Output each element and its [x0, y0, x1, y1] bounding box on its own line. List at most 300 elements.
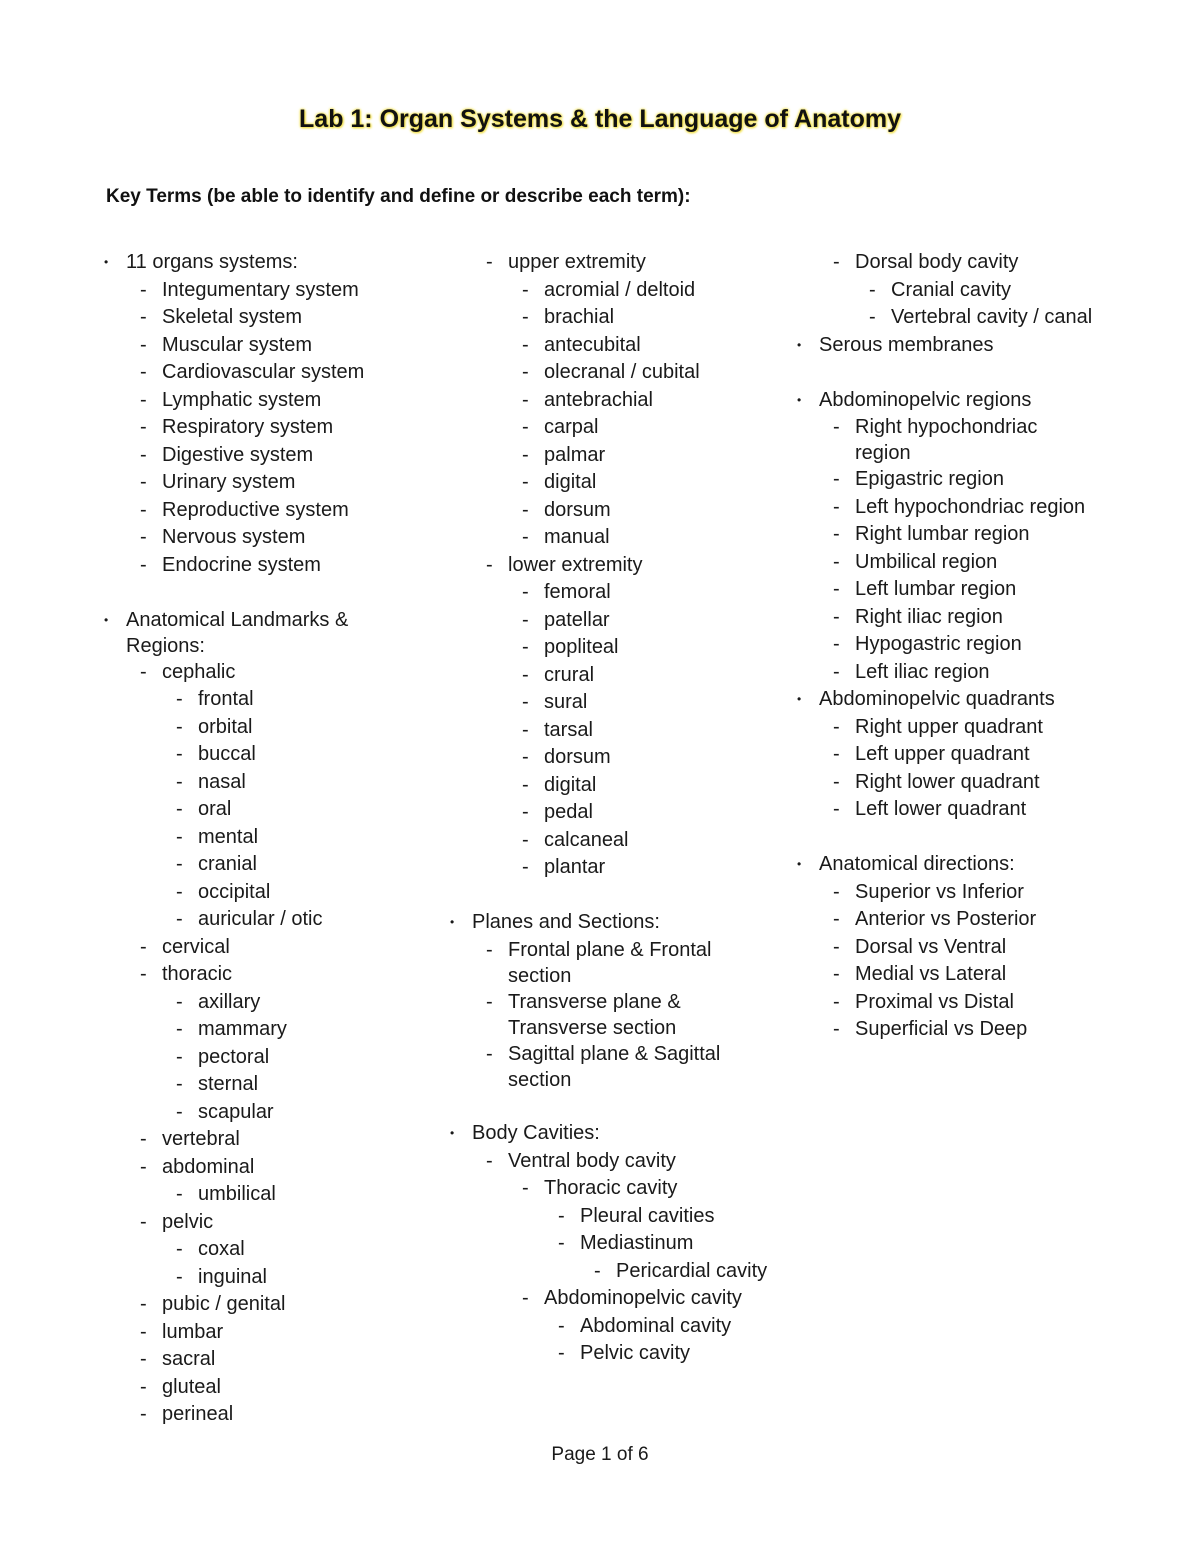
list-item: [104, 934, 404, 962]
bullet-icon: •: [797, 337, 802, 352]
bullet-icon: •: [797, 857, 802, 871]
dash-icon: -: [522, 526, 529, 548]
dash-icon: -: [176, 715, 183, 738]
list-item: [450, 1230, 780, 1258]
bullet-icon: •: [450, 915, 455, 929]
list-item-text: cephalic: [162, 660, 236, 683]
dash-icon: -: [833, 715, 840, 738]
dash-icon: -: [833, 495, 840, 518]
list-item-text: lower extremity: [508, 553, 643, 576]
list-item: [104, 686, 404, 714]
list-item-text: Left lower quadrant: [855, 798, 1027, 820]
list-item-text: Nervous system: [162, 526, 306, 548]
list-spacer: [450, 882, 780, 910]
dash-icon: -: [522, 636, 529, 658]
list-heading-item: [104, 249, 404, 277]
list-item: [104, 1374, 404, 1402]
list-item: [797, 304, 1097, 332]
list-item: [450, 662, 780, 690]
dash-icon: -: [140, 498, 147, 521]
list-item-text: Abdominopelvic regions: [819, 388, 1032, 411]
list-item-text: oral: [198, 798, 232, 820]
list-item-text: Serous membranes: [819, 333, 994, 356]
list-item: [797, 934, 1097, 962]
list-item-text: 11 organs systems:: [126, 251, 298, 273]
dash-icon: -: [833, 605, 840, 628]
dash-icon: -: [522, 691, 529, 713]
list-item: [104, 1071, 404, 1099]
list-item: [797, 466, 1097, 494]
dash-icon: -: [558, 1204, 565, 1227]
list-item-text: Reproductive system: [162, 498, 349, 521]
list-item: [450, 1340, 780, 1368]
list-item-text: Transverse plane & Transverse section: [508, 990, 681, 1039]
list-item-text: Right lumbar region: [855, 523, 1030, 545]
list-item-text: frontal: [198, 688, 254, 710]
list-item: [450, 579, 780, 607]
dash-icon: -: [522, 498, 529, 521]
list-item-text: femoral: [544, 581, 611, 603]
dash-icon: -: [176, 770, 183, 793]
list-item: [104, 1044, 404, 1072]
term-column-3: [797, 249, 1097, 1044]
dash-icon: -: [522, 361, 529, 383]
dash-icon: -: [140, 963, 147, 985]
list-heading-item: [797, 387, 1097, 415]
dash-icon: -: [522, 471, 529, 493]
list-item-text: Digestive system: [162, 443, 314, 466]
list-item: [104, 442, 404, 470]
list-item-text: calcaneal: [544, 828, 629, 851]
list-item-text: mental: [198, 825, 259, 848]
dash-icon: -: [140, 935, 147, 958]
list-item: [797, 549, 1097, 577]
list-item-text: Vertebral cavity / canal: [891, 306, 1093, 328]
list-item-text: Lymphatic system: [162, 388, 322, 411]
list-item-text: digital: [544, 773, 597, 796]
dash-icon: -: [486, 251, 493, 273]
dash-icon: -: [176, 743, 183, 765]
dash-icon: -: [140, 443, 147, 466]
list-item-text: Endocrine system: [162, 553, 321, 576]
list-item: [104, 497, 404, 525]
list-item: [104, 1264, 404, 1292]
dash-icon: -: [869, 278, 876, 301]
dash-icon: -: [140, 553, 147, 576]
list-item: [450, 989, 780, 1041]
dash-icon: -: [833, 468, 840, 490]
dash-icon: -: [176, 798, 183, 820]
list-item: [450, 304, 780, 332]
list-item: [450, 359, 780, 387]
list-item: [104, 1181, 404, 1209]
dash-icon: -: [833, 990, 840, 1013]
dash-icon: -: [486, 1042, 493, 1065]
list-item: [104, 796, 404, 824]
list-heading-item: [104, 607, 404, 659]
list-item-text: Medial vs Lateral: [855, 963, 1007, 985]
list-item-text: Abdominal cavity: [580, 1314, 732, 1337]
dash-icon: -: [522, 1287, 529, 1309]
list-item: [797, 414, 1097, 466]
list-item: [104, 659, 404, 687]
list-item-text: Right lower quadrant: [855, 770, 1040, 793]
list-item-text: Anatomical directions:: [819, 853, 1015, 875]
list-item-text: digital: [544, 471, 597, 493]
list-item-text: popliteal: [544, 636, 619, 658]
dash-icon: -: [522, 663, 529, 686]
dash-icon: -: [522, 828, 529, 851]
list-item-text: pelvic: [162, 1210, 214, 1233]
list-item-text: dorsum: [544, 498, 611, 521]
list-item: [797, 714, 1097, 742]
dash-icon: -: [176, 990, 183, 1013]
list-item: [450, 1148, 780, 1176]
list-item-text: scapular: [198, 1100, 274, 1123]
list-spacer: [450, 1093, 780, 1121]
list-item-text: Superior vs Inferior: [855, 880, 1024, 903]
list-item: [797, 769, 1097, 797]
list-item-text: lumbar: [162, 1320, 224, 1343]
list-item: [450, 1313, 780, 1341]
list-item-text: Umbilical region: [855, 550, 998, 573]
dash-icon: -: [833, 550, 840, 573]
list-item: [450, 1285, 780, 1313]
list-item: [797, 879, 1097, 907]
list-item: [797, 631, 1097, 659]
dash-icon: -: [594, 1259, 601, 1282]
list-item-text: Sagittal plane & Sagittal section: [508, 1042, 721, 1091]
list-item-text: inguinal: [198, 1265, 267, 1288]
list-item-text: abdominal: [162, 1155, 255, 1178]
dash-icon: -: [140, 388, 147, 411]
list-item-text: sternal: [198, 1073, 259, 1095]
list-item-text: nasal: [198, 770, 246, 793]
list-item-text: antecubital: [544, 333, 641, 356]
dash-icon: -: [176, 688, 183, 710]
dash-icon: -: [176, 1265, 183, 1288]
dash-icon: -: [522, 746, 529, 768]
dash-icon: -: [833, 743, 840, 765]
list-item-text: Pleural cavities: [580, 1204, 715, 1227]
list-item-text: Proximal vs Distal: [855, 990, 1014, 1013]
bullet-icon: •: [450, 1126, 455, 1140]
dash-icon: -: [140, 526, 147, 548]
dash-icon: -: [140, 471, 147, 493]
list-item: [450, 497, 780, 525]
list-item: [104, 304, 404, 332]
list-item: [450, 689, 780, 717]
dash-icon: -: [140, 1375, 147, 1398]
dash-icon: -: [140, 1348, 147, 1370]
dash-icon: -: [869, 306, 876, 328]
list-item-text: occipital: [198, 880, 271, 903]
list-item-text: Right iliac region: [855, 605, 1003, 628]
list-item-text: Anatomical Landmarks & Regions:: [126, 608, 349, 657]
dash-icon: -: [140, 416, 147, 438]
list-item-text: palmar: [544, 443, 606, 466]
list-item: [450, 249, 780, 277]
list-item-text: upper extremity: [508, 251, 646, 273]
bullet-icon: •: [104, 612, 109, 627]
list-item-text: Thoracic cavity: [544, 1177, 678, 1199]
dash-icon: -: [522, 608, 529, 631]
list-item-text: Body Cavities:: [472, 1122, 600, 1144]
dash-icon: -: [833, 770, 840, 793]
list-item: [450, 332, 780, 360]
list-item: [104, 1319, 404, 1347]
list-item-text: Muscular system: [162, 333, 313, 356]
list-item: [104, 1346, 404, 1374]
list-item: [450, 414, 780, 442]
dash-icon: -: [176, 1073, 183, 1095]
dash-icon: -: [522, 1177, 529, 1199]
list-item-text: Pelvic cavity: [580, 1342, 691, 1364]
list-item: [104, 359, 404, 387]
list-item: [797, 249, 1097, 277]
dash-icon: -: [522, 333, 529, 356]
list-item-text: plantar: [544, 856, 606, 878]
dash-icon: -: [522, 773, 529, 796]
list-item-text: Left iliac region: [855, 660, 990, 683]
dash-icon: -: [522, 278, 529, 301]
list-item: [797, 277, 1097, 305]
list-item: [104, 714, 404, 742]
dash-icon: -: [522, 388, 529, 411]
list-item-text: Hypogastric region: [855, 633, 1022, 655]
list-item: [450, 854, 780, 882]
dash-icon: -: [522, 581, 529, 603]
dash-icon: -: [486, 938, 493, 961]
dash-icon: -: [140, 1210, 147, 1233]
list-item: [450, 1175, 780, 1203]
list-item-text: sural: [544, 691, 588, 713]
list-item: [797, 521, 1097, 549]
list-item-text: cervical: [162, 935, 230, 958]
list-item: [450, 1041, 780, 1093]
list-item: [450, 827, 780, 855]
list-item: [104, 1126, 404, 1154]
dash-icon: -: [833, 880, 840, 903]
list-item: [450, 442, 780, 470]
list-item: [450, 744, 780, 772]
dash-icon: -: [522, 416, 529, 438]
list-heading-item: [450, 909, 780, 937]
list-item: [104, 552, 404, 580]
dash-icon: -: [833, 416, 840, 438]
list-item: [450, 387, 780, 415]
dash-icon: -: [522, 856, 529, 878]
list-item: [797, 494, 1097, 522]
term-column-2: [450, 249, 780, 1368]
list-item-text: pectoral: [198, 1045, 270, 1068]
list-item-text: Cranial cavity: [891, 278, 1012, 301]
list-item: [797, 989, 1097, 1017]
list-item: [797, 1016, 1097, 1044]
list-item: [797, 604, 1097, 632]
dash-icon: -: [833, 251, 840, 273]
list-item: [450, 1258, 780, 1286]
list-item-text: vertebral: [162, 1128, 240, 1150]
list-item-text: Mediastinum: [580, 1232, 694, 1254]
dash-icon: -: [833, 1018, 840, 1040]
list-item: [104, 961, 404, 989]
list-item: [450, 717, 780, 745]
list-item: [104, 741, 404, 769]
list-item: [450, 634, 780, 662]
list-item-text: Left hypochondriac region: [855, 495, 1086, 518]
dash-icon: -: [833, 935, 840, 958]
list-item: [450, 607, 780, 635]
list-item: [104, 387, 404, 415]
dash-icon: -: [140, 1155, 147, 1178]
dash-icon: -: [833, 908, 840, 930]
list-item-text: Respiratory system: [162, 416, 334, 438]
list-item-text: buccal: [198, 743, 256, 765]
bullet-icon: •: [797, 392, 802, 407]
list-item-text: Cardiovascular system: [162, 361, 365, 383]
list-item-text: Planes and Sections:: [472, 911, 660, 933]
dash-icon: -: [176, 853, 183, 875]
list-item: [450, 524, 780, 552]
dash-icon: -: [140, 361, 147, 383]
list-item: [104, 824, 404, 852]
list-item: [104, 1236, 404, 1264]
dash-icon: -: [176, 1183, 183, 1205]
list-item: [450, 799, 780, 827]
page-number: Page 1 of 6: [551, 1444, 649, 1465]
list-item-text: olecranal / cubital: [544, 361, 700, 383]
list-item: [797, 906, 1097, 934]
list-item-text: cranial: [198, 853, 257, 875]
list-heading-item: [450, 1120, 780, 1148]
list-item-text: Anterior vs Posterior: [855, 908, 1037, 930]
list-item-text: Left lumbar region: [855, 578, 1017, 600]
list-item-text: Abdominopelvic quadrants: [819, 688, 1055, 710]
list-item-text: dorsum: [544, 746, 611, 768]
list-item-text: Superficial vs Deep: [855, 1018, 1028, 1040]
list-item-text: Frontal plane & Frontal section: [508, 938, 712, 987]
list-spacer: [797, 824, 1097, 852]
list-item-text: antebrachial: [544, 388, 653, 411]
list-item: [104, 277, 404, 305]
dash-icon: -: [140, 306, 147, 328]
dash-icon: -: [558, 1232, 565, 1254]
list-item: [797, 659, 1097, 687]
list-item: [797, 796, 1097, 824]
dash-icon: -: [176, 825, 183, 848]
list-item-text: thoracic: [162, 963, 233, 985]
list-item-text: axillary: [198, 990, 261, 1013]
list-item: [104, 851, 404, 879]
list-spacer: [104, 579, 404, 607]
list-item: [104, 1209, 404, 1237]
list-item: [104, 989, 404, 1017]
dash-icon: -: [176, 908, 183, 930]
list-item: [104, 524, 404, 552]
list-item-text: sacral: [162, 1348, 216, 1370]
list-item-text: Urinary system: [162, 471, 296, 493]
list-item-text: crural: [544, 663, 595, 686]
list-item: [450, 1203, 780, 1231]
list-item: [797, 576, 1097, 604]
dash-icon: -: [486, 990, 493, 1013]
dash-icon: -: [522, 801, 529, 823]
list-item: [104, 769, 404, 797]
list-item-text: Left upper quadrant: [855, 743, 1030, 765]
list-heading-item: [797, 686, 1097, 714]
dash-icon: -: [486, 553, 493, 576]
list-item: [797, 741, 1097, 769]
dash-icon: -: [522, 718, 529, 741]
dash-icon: -: [176, 1018, 183, 1040]
dash-icon: -: [522, 306, 529, 328]
list-item-text: patellar: [544, 608, 610, 631]
list-item: [104, 1291, 404, 1319]
dash-icon: -: [140, 1128, 147, 1150]
dash-icon: -: [176, 1100, 183, 1123]
list-heading-item: [797, 851, 1097, 879]
dash-icon: -: [140, 1320, 147, 1343]
list-item: [797, 961, 1097, 989]
list-item: [104, 414, 404, 442]
list-item-text: Ventral body cavity: [508, 1149, 676, 1172]
list-item-text: mammary: [198, 1018, 287, 1040]
dash-icon: -: [558, 1342, 565, 1364]
list-item: [450, 552, 780, 580]
list-item: [104, 906, 404, 934]
list-item: [104, 469, 404, 497]
list-item-text: Dorsal body cavity: [855, 251, 1019, 273]
list-item: [450, 772, 780, 800]
dash-icon: -: [140, 333, 147, 356]
list-item-text: Abdominopelvic cavity: [544, 1287, 742, 1309]
term-column-1: [104, 249, 404, 1429]
list-item: [450, 469, 780, 497]
list-item-text: Right upper quadrant: [855, 715, 1043, 738]
bullet-icon: •: [104, 255, 109, 269]
list-item: [104, 1401, 404, 1429]
list-item: [104, 1154, 404, 1182]
list-item: [104, 332, 404, 360]
list-item-text: Pericardial cavity: [616, 1259, 768, 1282]
dash-icon: -: [833, 798, 840, 820]
dash-icon: -: [140, 278, 147, 301]
list-item-text: Skeletal system: [162, 306, 303, 328]
list-item: [450, 937, 780, 989]
list-item: [450, 277, 780, 305]
dash-icon: -: [176, 880, 183, 903]
dash-icon: -: [176, 1045, 183, 1068]
dash-icon: -: [833, 523, 840, 545]
bullet-icon: •: [797, 692, 802, 706]
dash-icon: -: [833, 633, 840, 655]
list-item-text: orbital: [198, 715, 253, 738]
list-item-text: brachial: [544, 306, 615, 328]
list-item: [104, 879, 404, 907]
list-item-text: pedal: [544, 801, 593, 823]
list-item-text: coxal: [198, 1238, 245, 1260]
dash-icon: -: [486, 1149, 493, 1172]
list-spacer: [797, 359, 1097, 387]
list-item: [104, 1099, 404, 1127]
dash-icon: -: [833, 660, 840, 683]
dash-icon: -: [833, 963, 840, 985]
list-item-text: Epigastric region: [855, 468, 1004, 490]
list-item-text: auricular / otic: [198, 908, 323, 930]
document-title: Lab 1: Organ Systems & the Language of Anatomy: [299, 105, 901, 133]
list-item-text: pubic / genital: [162, 1293, 286, 1315]
